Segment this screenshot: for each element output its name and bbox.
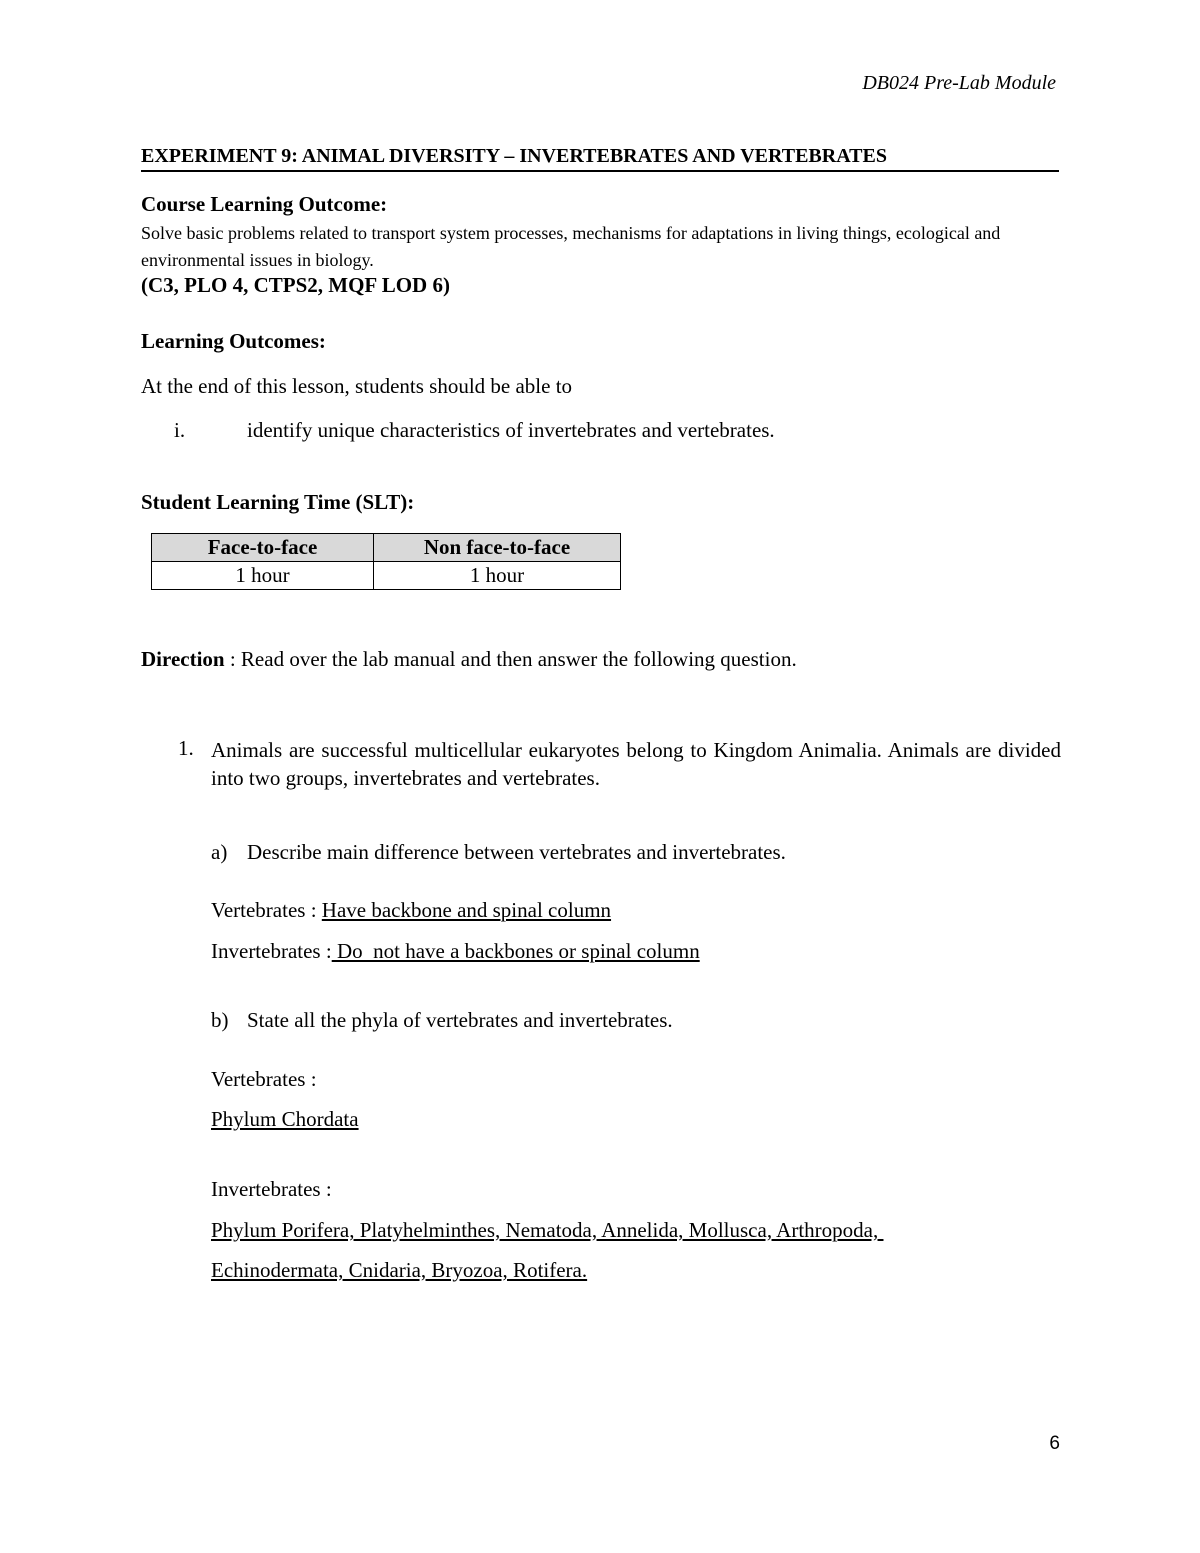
part-a-text: Describe main difference between vertebrates and invertebrates.: [247, 840, 786, 864]
part-b-invertebrates-answer-line2: Echinodermata, Cnidaria, Bryozoa, Rotifera.: [211, 1258, 588, 1282]
learning-outcomes-heading: Learning Outcomes:: [141, 329, 326, 353]
slt-table: [151, 533, 621, 590]
part-b-invertebrates-answer-line1: Phylum Porifera, Platyhelminthes, Nematoda, Annelida, Mollusca, Arthropoda,: [211, 1218, 884, 1242]
outcome-marker: i.: [174, 418, 186, 442]
slt-face-to-face-value: 1 hour: [152, 562, 374, 590]
part-b-vertebrates-answer: Phylum Chordata: [211, 1107, 359, 1131]
clo-heading: Course Learning Outcome:: [141, 192, 388, 216]
slt-heading: Student Learning Time (SLT):: [141, 490, 415, 514]
part-a-vertebrates-label: Vertebrates :: [211, 898, 322, 922]
slt-col-face-to-face: Face-to-face: [152, 534, 374, 562]
part-a-vertebrates-answer: Have backbone and spinal column: [321, 898, 612, 922]
part-a-vertebrates: [211, 898, 611, 923]
outcome-item: identify unique characteristics of invertebrates and vertebrates.: [247, 418, 775, 442]
clo-text: Solve basic problems related to transport system processes, mechanisms for adaptations in living things, ecological and environmental issues in biology.: [141, 223, 1001, 270]
slt-header-row: [152, 534, 621, 562]
part-a-marker: a): [211, 840, 228, 864]
part-b-vertebrates-label: Vertebrates :: [211, 1067, 317, 1091]
clo-codes: (C3, PLO 4, CTPS2, MQF LOD 6): [141, 273, 450, 297]
direction-text: : Read over the lab manual and then answer the following question.: [224, 647, 797, 671]
part-a-invertebrates-label: Invertebrates :: [211, 939, 332, 963]
part-b-text: State all the phyla of vertebrates and invertebrates.: [247, 1008, 673, 1032]
page-title: EXPERIMENT 9: ANIMAL DIVERSITY – INVERTEBRATES AND VERTEBRATES: [141, 145, 887, 167]
slt-non-face-to-face-value: 1 hour: [374, 562, 621, 590]
learning-outcomes-intro: At the end of this lesson, students should be able to: [141, 374, 573, 398]
direction: [141, 647, 797, 672]
part-a-invertebrates: [211, 939, 700, 964]
running-header: DB024 Pre-Lab Module: [862, 72, 1056, 94]
part-b-invertebrates-label: Invertebrates :: [211, 1177, 332, 1201]
title-underline: [141, 170, 1059, 172]
question-text: Animals are successful multicellular eukaryotes belong to Kingdom Animalia. Animals are divided into two groups, invertebrates and vertebrates.: [211, 738, 1061, 790]
slt-col-non-face-to-face: Non face-to-face: [374, 534, 621, 562]
page-number: 6: [1049, 1433, 1060, 1454]
direction-label: Direction: [141, 647, 225, 671]
slt-value-row: [152, 562, 621, 590]
part-b-marker: b): [211, 1008, 229, 1032]
question-number: 1.: [178, 736, 194, 760]
part-a-invertebrates-answer: Do not have a backbones or spinal column: [331, 939, 700, 963]
